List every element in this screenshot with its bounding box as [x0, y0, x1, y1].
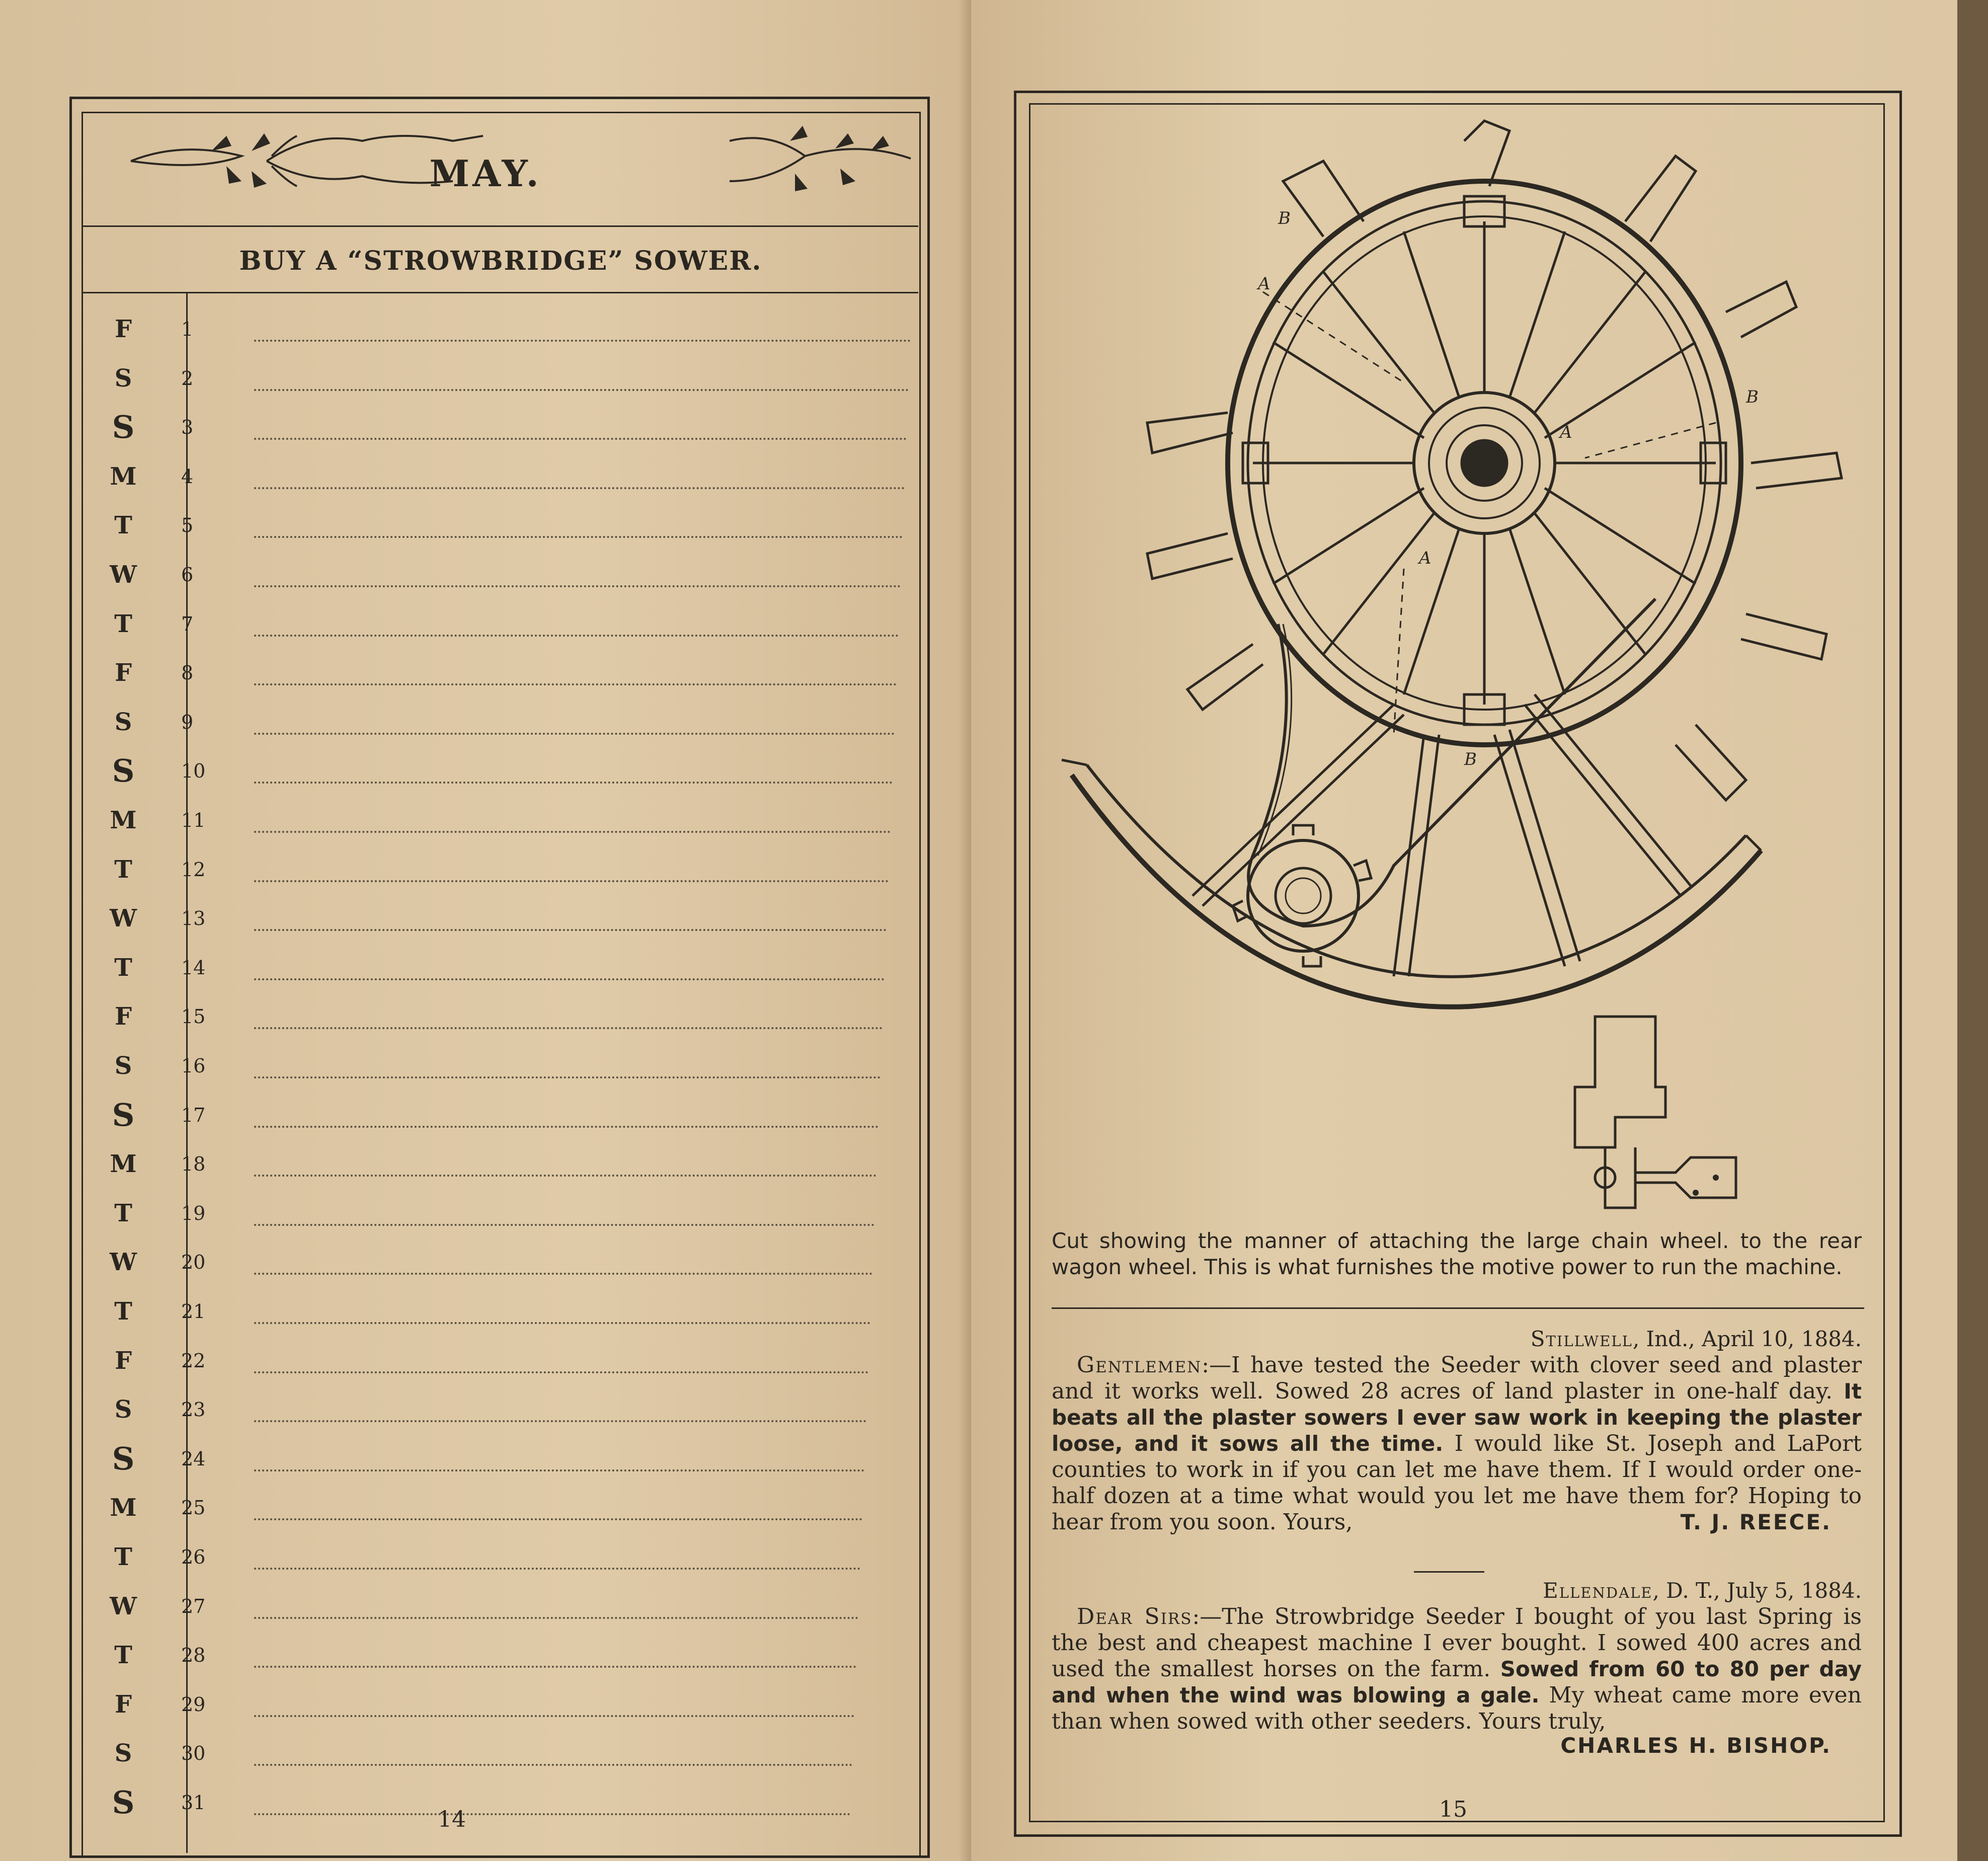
day-letter: W — [110, 1248, 137, 1277]
day-letter: M — [110, 462, 137, 491]
day-letter: M — [110, 1494, 137, 1522]
day-number: 11 — [181, 809, 206, 831]
day-letter: T — [114, 1641, 132, 1670]
motto-bottom-rule — [83, 292, 918, 293]
day-entry-line[interactable] — [254, 1813, 850, 1815]
day-letter: T — [114, 953, 132, 982]
day-number: 6 — [181, 564, 194, 586]
day-row — [86, 1287, 881, 1336]
day-entry-line[interactable] — [254, 1518, 862, 1520]
motto-top-rule — [83, 225, 918, 227]
day-row — [86, 501, 913, 550]
page-number-right: 15 — [1439, 1797, 1467, 1822]
left-page — [0, 0, 971, 1861]
day-number: 19 — [181, 1202, 206, 1224]
day-number: 21 — [181, 1300, 206, 1323]
day-row — [86, 992, 893, 1041]
label-b-2: B — [1746, 387, 1759, 407]
day-number: 3 — [181, 416, 194, 439]
day-number: 10 — [181, 760, 206, 783]
letter2-signature: CHARLES H. BISHOP. — [1560, 1733, 1832, 1758]
day-row — [86, 599, 909, 649]
letter1-place-rest: , Ind., April 10, 1884. — [1632, 1327, 1862, 1351]
letter2-body-bold: Sowed from 60 to 80 per day and when the wind was blowing a gale. — [1052, 1657, 1862, 1708]
motto-heading: BUY A “STROWBRIDGE” SOWER. — [239, 246, 762, 276]
day-row — [86, 894, 897, 943]
day-row — [86, 1680, 864, 1729]
day-entry-line[interactable] — [254, 978, 885, 980]
day-entry-line[interactable] — [254, 340, 911, 342]
day-entry-line[interactable] — [254, 389, 909, 391]
letter1-body-b: I would like St. Joseph and LaPort counties to work in if you can let me have them. If I would order one-half dozen at a time what would you let me have them for? Hoping to hear from you soon. Yours, — [1052, 1431, 1862, 1535]
day-letter: T — [114, 1543, 132, 1571]
day-number: 24 — [181, 1447, 206, 1470]
day-number: 1 — [181, 318, 194, 340]
day-entry-line[interactable] — [254, 585, 901, 587]
day-entry-line[interactable] — [254, 635, 899, 637]
day-letter: S — [112, 1784, 135, 1821]
day-row — [86, 354, 919, 403]
day-letter: S — [114, 364, 132, 393]
day-row — [86, 697, 905, 747]
day-entry-line[interactable] — [254, 1322, 870, 1324]
day-letter: F — [114, 1690, 132, 1719]
day-number: 22 — [181, 1349, 206, 1372]
day-row — [86, 1483, 872, 1532]
day-row — [86, 1729, 862, 1778]
day-number: 30 — [181, 1742, 206, 1765]
day-entry-line[interactable] — [254, 1126, 879, 1128]
label-b-3: B — [1464, 749, 1477, 769]
day-entry-line[interactable] — [254, 782, 893, 784]
chain-wheel-illustration — [1042, 111, 1897, 1243]
letter2-body-b: My wheat came more even than when sowed with other seeders. Yours truly, — [1052, 1682, 1862, 1734]
caption-rule — [1052, 1307, 1864, 1309]
day-letter: F — [114, 1002, 132, 1031]
day-entry-line[interactable] — [254, 1617, 858, 1619]
day-entry-line[interactable] — [254, 438, 907, 440]
day-number: 25 — [181, 1497, 206, 1519]
letter2-salutation: Dear Sirs — [1077, 1604, 1192, 1630]
day-entry-line[interactable] — [254, 1076, 881, 1078]
day-number: 18 — [181, 1153, 206, 1176]
letter1-body — [1052, 1352, 1862, 1535]
day-entry-line[interactable] — [254, 1666, 856, 1668]
day-number: 15 — [181, 1005, 206, 1028]
letter1-salutation: Gentlemen — [1077, 1352, 1202, 1378]
day-row — [86, 1582, 868, 1631]
day-number: 31 — [181, 1792, 206, 1814]
day-letter: S — [112, 752, 135, 790]
day-number: 4 — [181, 465, 194, 488]
day-letter: S — [114, 1739, 132, 1768]
label-a-3: A — [1419, 548, 1432, 568]
day-entry-line[interactable] — [254, 929, 887, 931]
day-number: 28 — [181, 1644, 206, 1667]
letter1-body-bold: It beats all the plaster sowers I ever saw work in keeping the plaster loose, and it sows all the time. — [1052, 1379, 1862, 1456]
day-letter: T — [114, 511, 132, 540]
day-entry-line[interactable] — [254, 487, 905, 489]
day-letter: W — [110, 1592, 137, 1620]
testimonial-reece — [1052, 1326, 1862, 1535]
day-entry-line[interactable] — [254, 1224, 874, 1226]
day-row — [86, 452, 915, 501]
day-letter: F — [114, 315, 132, 343]
day-number: 14 — [181, 956, 206, 979]
day-letter: S — [112, 409, 135, 446]
day-letter: M — [110, 806, 137, 834]
day-number: 7 — [181, 612, 194, 635]
day-number: 8 — [181, 662, 194, 684]
day-number: 2 — [181, 367, 194, 390]
page-number-left: 14 — [438, 1807, 466, 1832]
day-row — [86, 1778, 860, 1827]
day-entry-line[interactable] — [254, 1764, 852, 1766]
day-entry-line[interactable] — [254, 1469, 864, 1471]
day-row — [86, 1091, 889, 1140]
day-number: 29 — [181, 1693, 206, 1716]
day-row — [86, 1189, 885, 1238]
day-entry-line[interactable] — [254, 536, 903, 538]
day-letter: S — [112, 1096, 135, 1133]
day-letter: T — [114, 609, 132, 638]
day-letter: S — [112, 1440, 135, 1477]
day-number: 17 — [181, 1104, 206, 1126]
day-number: 23 — [181, 1399, 206, 1421]
day-number: 12 — [181, 858, 206, 881]
month-title: MAY. — [429, 152, 542, 195]
day-row — [86, 1434, 874, 1484]
day-number: 26 — [181, 1546, 206, 1568]
day-number: 16 — [181, 1055, 206, 1077]
day-letter: T — [114, 1199, 132, 1227]
day-row — [86, 1237, 883, 1287]
day-row — [86, 1631, 866, 1680]
day-number: 5 — [181, 514, 194, 537]
letter-separator — [1414, 1571, 1484, 1573]
day-row — [86, 1139, 887, 1189]
letter2-place — [1052, 1578, 1862, 1604]
day-letter: S — [114, 708, 132, 736]
day-row — [86, 550, 911, 599]
day-row — [86, 845, 899, 894]
label-a-2: A — [1560, 422, 1572, 442]
day-entry-line[interactable] — [254, 733, 895, 735]
day-number: 27 — [181, 1595, 206, 1617]
letter2-body — [1052, 1604, 1862, 1735]
day-entry-line[interactable] — [254, 1715, 854, 1717]
day-entry-line[interactable] — [254, 880, 889, 882]
day-entry-line[interactable] — [254, 1568, 860, 1570]
day-row — [86, 1385, 877, 1434]
day-number: 13 — [181, 907, 206, 930]
right-page — [971, 0, 1957, 1861]
book-edge — [1957, 0, 1988, 1861]
day-letter: S — [114, 1395, 132, 1424]
day-number: 9 — [181, 711, 194, 733]
day-row — [86, 943, 895, 992]
letter1-place-name: Stillwell — [1530, 1327, 1633, 1351]
day-entry-line[interactable] — [254, 1175, 877, 1177]
letter1-signature: T. J. REECE. — [1680, 1510, 1832, 1534]
day-entry-line[interactable] — [254, 1273, 872, 1275]
day-letter: W — [110, 561, 137, 589]
testimonial-bishop — [1052, 1578, 1862, 1759]
label-a-1: A — [1258, 274, 1270, 294]
day-letter: F — [114, 659, 132, 687]
day-letter: T — [114, 855, 132, 884]
letter1-place — [1052, 1326, 1862, 1352]
day-entry-line[interactable] — [254, 831, 891, 833]
day-letter: T — [114, 1297, 132, 1326]
day-entry-line[interactable] — [254, 1371, 868, 1373]
day-letter: W — [110, 904, 137, 933]
day-entry-line[interactable] — [254, 1027, 883, 1029]
day-row — [86, 1532, 870, 1582]
letter2-body-a: :—The Strowbridge Seeder I bought of you last Spring is the best and cheapest machine I ever bought. I sowed 400 acres and used the smallest horses on the farm. — [1052, 1604, 1862, 1682]
day-row — [86, 1041, 891, 1091]
letter1-body-a: :—I have tested the Seeder with clover seed and plaster and it works well. Sowed 28 acres of land plaster in one-half day. — [1052, 1352, 1862, 1404]
day-row — [86, 796, 901, 845]
day-letter: S — [114, 1052, 132, 1080]
day-row — [86, 1336, 879, 1385]
day-entry-line[interactable] — [254, 683, 897, 685]
day-row — [86, 746, 903, 796]
illustration-caption: Cut showing the manner of attaching the large chain wheel. to the rear wagon wheel. This is what furnishes the motive power to run the machine. — [1052, 1228, 1862, 1279]
letter2-place-name: Ellendale — [1543, 1578, 1653, 1603]
label-b-1: B — [1278, 208, 1291, 228]
day-row — [86, 304, 921, 354]
day-row — [86, 648, 907, 697]
day-number: 20 — [181, 1251, 206, 1274]
letter2-place-rest: , D. T., July 5, 1884. — [1652, 1578, 1862, 1603]
day-row — [86, 403, 917, 452]
day-entry-line[interactable] — [254, 1420, 866, 1422]
day-letter: M — [110, 1150, 137, 1179]
day-letter: F — [114, 1346, 132, 1375]
